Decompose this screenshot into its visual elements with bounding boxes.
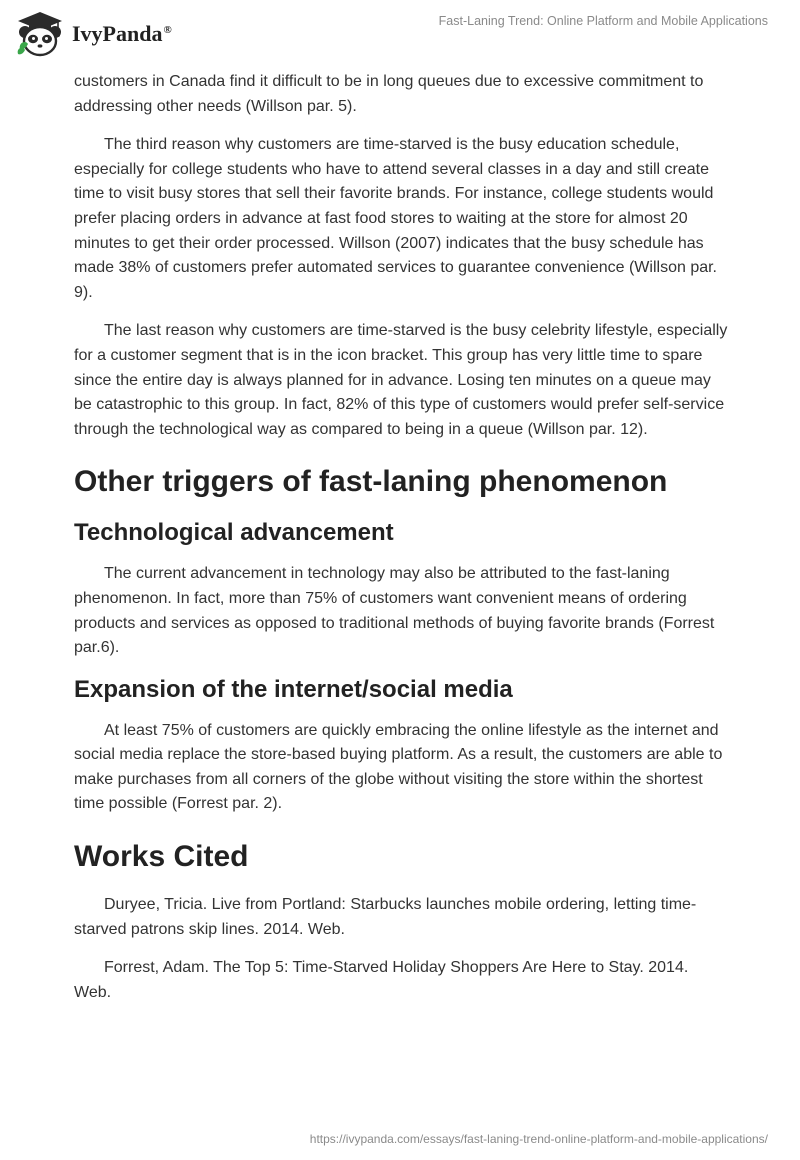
paragraph-internet: At least 75% of customers are quickly embracing the online lifestyle as the internet and social media replace the store-based buying platform. As a result, the customers are able to make purchases from all corners of the globe without visiting the store within the shortest time possible (Forrest par. 2). (74, 721, 723, 813)
heading-technological-advancement: Technological advancement (74, 519, 394, 547)
citation-forrest: Forrest, Adam. The Top 5: Time-Starved Holiday Shoppers Are Here to Stay. 2014. Web. (74, 959, 689, 1001)
paragraph-technology: The current advancement in technology may also be attributed to the fast-laning phenomenon. In fact, more than 75% of customers want convenient means of ordering products and services as opposed to traditional methods of buying favorite brands (Forrest par.6). (74, 565, 715, 657)
heading-internet-expansion: Expansion of the internet/social media (74, 675, 513, 703)
document-title: Fast-Laning Trend: Online Platform and Mobile Applications (438, 14, 768, 28)
essay-content (74, 70, 728, 1019)
source-url-link[interactable]: https://ivypanda.com/essays/fast-laning-trend-online-platform-and-mobile-applications/ (309, 1132, 768, 1146)
paragraph-celebrity: The last reason why customers are time-starved is the busy celebrity lifestyle, especially for a customer segment that is in the icon bracket. This group has very little time to spare since the entire day is always planned for in advance. Losing ten minutes on a queue may be catastrophic to this group. In fact, 82% of this type of customers would prefer self-service through the technological way as compared to being in a queue (Willson par. 12). (74, 322, 728, 438)
paragraph-education: The third reason why customers are time-starved is the busy education schedule, especially for college students who have to attend several classes in a day and still create time to visit busy stores that sell their favorite brands. For instance, college students would prefer placing orders in advance at fast food stores to waiting at the store for almost 20 minutes to get their order processed. Willson (2007) indicates that the busy schedule has made 38% of customers prefer automated services to guarantee convenience (Willson par. 9). (74, 136, 717, 301)
paragraph-continued: customers in Canada find it difficult to be in long queues due to excessive commitment to addressing other needs (Willson par. 5). (74, 73, 704, 115)
brand-name: IvyPanda® (72, 21, 172, 46)
heading-works-cited: Works Cited (74, 840, 249, 874)
page-header (0, 0, 800, 70)
heading-other-triggers: Other triggers of fast-laning phenomenon (74, 465, 668, 499)
citation-duryee: Duryee, Tricia. Live from Portland: Starbucks launches mobile ordering, letting time-starved patrons skip lines. 2014. Web. (74, 896, 697, 938)
ivypanda-logo[interactable] (14, 8, 172, 60)
panda-logo-icon (14, 8, 66, 60)
